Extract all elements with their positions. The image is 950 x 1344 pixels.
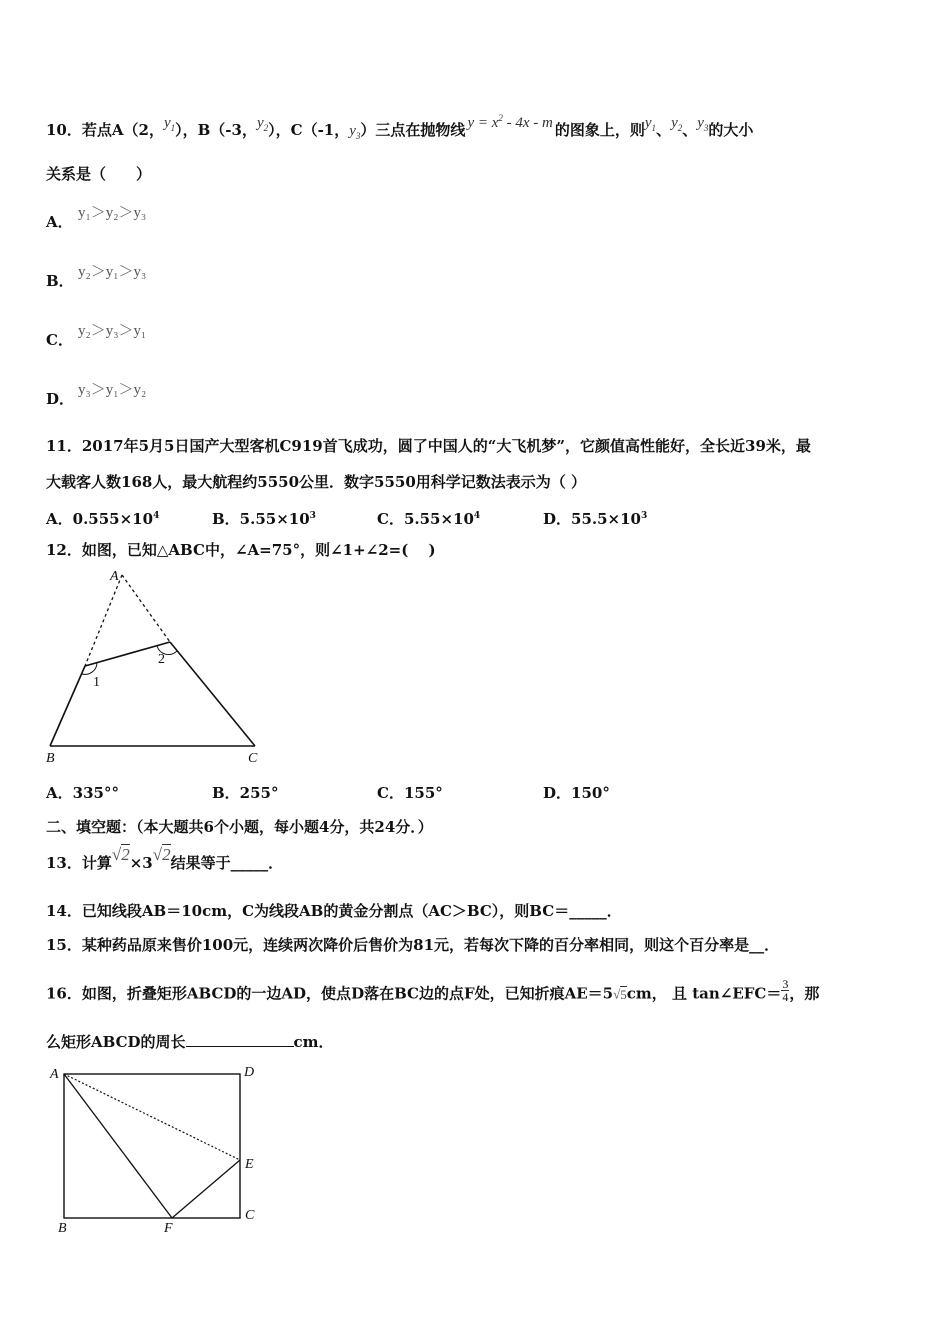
q10-option-b-label: B． — [46, 272, 74, 290]
q10-point-b: ），B（-3， — [175, 121, 257, 139]
q13-suffix: 结果等于_____． — [170, 854, 284, 872]
q10-option-d-label: D． — [46, 390, 75, 408]
q10-y2b: $y_2$ — [671, 115, 683, 133]
q11-option-d-exp: 3 — [640, 511, 648, 521]
q10-sep1: 、 — [656, 121, 672, 139]
q12-label-c: C — [248, 751, 258, 766]
q12-dashed-right — [122, 575, 170, 642]
q11-option-c-exp: 4 — [473, 511, 481, 521]
q12-line1: 12．如图，已知△ABC中，∠A=75°，则∠1+∠2=( ) — [46, 541, 436, 559]
q12-triangle-figure — [40, 568, 270, 768]
q12-dashed-left — [85, 575, 122, 666]
q16-line1b: cm， 且 tan∠EFC＝ — [626, 984, 782, 1003]
q11-option-a-text: A．0.555×10 — [46, 510, 154, 528]
q16-line2 — [46, 1032, 334, 1052]
q10-y2: $y_2$ — [256, 115, 269, 133]
q16-label-c: C — [245, 1208, 255, 1223]
q11-option-a-exp: 4 — [153, 511, 160, 521]
q16-line1a: 16．如图，折叠矩形ABCD的一边AD，使点D落在BC边的点F处，已知折痕AE＝5 — [46, 984, 614, 1003]
q13-sqrt-2: √2 — [152, 845, 171, 864]
q16-radicand: 5 — [620, 986, 627, 1002]
q10-tail: 的大小 — [708, 121, 754, 139]
q11-line1: 11．2017年5月5日国产大型客机C919首飞成功，圆了中国人的“大飞机梦”，它颜值高性能好，全长近39米，最 — [46, 437, 811, 455]
q16-label-b: B — [58, 1221, 67, 1235]
q16-answer-blank — [186, 1032, 294, 1047]
q12-label-1: 1 — [93, 675, 100, 690]
q13-radicand-1: 2 — [121, 845, 130, 864]
q16-rectangle-figure — [44, 1060, 274, 1235]
q11-option-a — [46, 506, 159, 529]
q12-option-a: A．335°° — [46, 784, 119, 802]
q10-option-c-label: C． — [46, 331, 73, 349]
q16-frac-num: 3 — [782, 977, 789, 991]
q14-line: 14．已知线段AB＝10cm，C为线段AB的黄金分割点（AC＞BC），则BC＝_____． — [46, 902, 622, 920]
q13-sqrt-1: √2 — [111, 845, 130, 864]
q10-line2: 关系是（ ） — [46, 165, 152, 183]
q12-option-c: C．155° — [377, 784, 443, 802]
q16-sqrt5: √5 — [613, 986, 627, 1002]
q16-line1c: ，那 — [789, 984, 820, 1003]
q11-line2: 大载客人数168人，最大航程约5550公里．数字5550用科学记数法表示为（ ） — [46, 473, 587, 491]
q10-prefix: 10．若点 — [46, 121, 112, 139]
q12-side-right — [170, 642, 255, 746]
q10-y1: $y_1$ — [163, 115, 176, 133]
q10-y1b: $y_1$ — [644, 115, 657, 133]
q10-line1 — [46, 113, 754, 146]
q16-frac-den: 4 — [782, 990, 789, 1004]
q15-line: 15．某种药品原来售价100元，连续两次降价后售价为81元，若每次下降的百分率相同，则这个百分率是__． — [46, 936, 780, 954]
q11-option-d — [543, 506, 647, 529]
q16-rect-abcd — [64, 1074, 240, 1218]
q12-side-left — [50, 666, 85, 746]
q13-radicand-2: 2 — [162, 845, 171, 864]
q10-option-b-expr: y₂＞y₁＞y₃ — [78, 264, 147, 280]
q16-line2a: 么矩形ABCD的周长 — [46, 1033, 186, 1051]
q16-line2b: cm． — [293, 1033, 334, 1051]
q10-option-a-expr: y₁＞y₂＞y₃ — [78, 205, 147, 221]
q12-option-b: B．255° — [212, 784, 279, 802]
q11-option-b-text: B．5.55×10 — [212, 510, 310, 528]
q16-label-f: F — [164, 1221, 173, 1235]
q12-label-2: 2 — [158, 652, 165, 667]
q16-line-fe — [172, 1160, 240, 1218]
q13-line — [46, 845, 284, 873]
q10-after-c: ）三点在抛物线 — [360, 121, 466, 139]
q12-label-b: B — [46, 751, 55, 766]
q16-label-d: D — [244, 1065, 255, 1080]
q16-line-af — [64, 1074, 172, 1218]
q16-label-a: A — [50, 1067, 59, 1082]
q13-times: ×3 — [129, 854, 153, 872]
q16-label-e: E — [245, 1157, 254, 1172]
q11-option-c-text: C．5.55×10 — [377, 510, 474, 528]
q10-point-c: ），C（-1， — [268, 121, 350, 139]
section-2-heading: 二、填空题：（本大题共6个小题，每小题4分，共24分．） — [46, 818, 433, 836]
q10-y3: $y_3$ — [349, 123, 361, 141]
q12-label-a: A — [110, 569, 119, 584]
q11-option-b — [212, 506, 316, 529]
q10-y3b: $y_3$ — [697, 115, 709, 133]
q10-point-a: A（2， — [111, 121, 164, 139]
q16-line1 — [46, 977, 820, 1007]
q10-text2: 的图象上，则 — [554, 121, 645, 139]
q10-option-c-expr: y₂＞y₃＞y₁ — [78, 323, 147, 339]
q16-dashed-ae — [64, 1074, 240, 1160]
q16-fraction — [781, 978, 789, 1003]
q11-option-c — [377, 506, 480, 529]
q13-prefix: 13．计算 — [46, 854, 112, 872]
q11-option-d-text: D．55.5×10 — [543, 510, 641, 528]
q10-sep2: 、 — [682, 121, 698, 139]
q12-option-d: D．150° — [543, 784, 610, 802]
q11-option-b-exp: 3 — [309, 511, 316, 521]
q10-parabola: $y = x^2 - 4x - m$ — [467, 113, 553, 131]
q10-option-a-label: A． — [46, 213, 73, 231]
q10-option-d-expr: y₃＞y₁＞y₂ — [78, 382, 147, 398]
